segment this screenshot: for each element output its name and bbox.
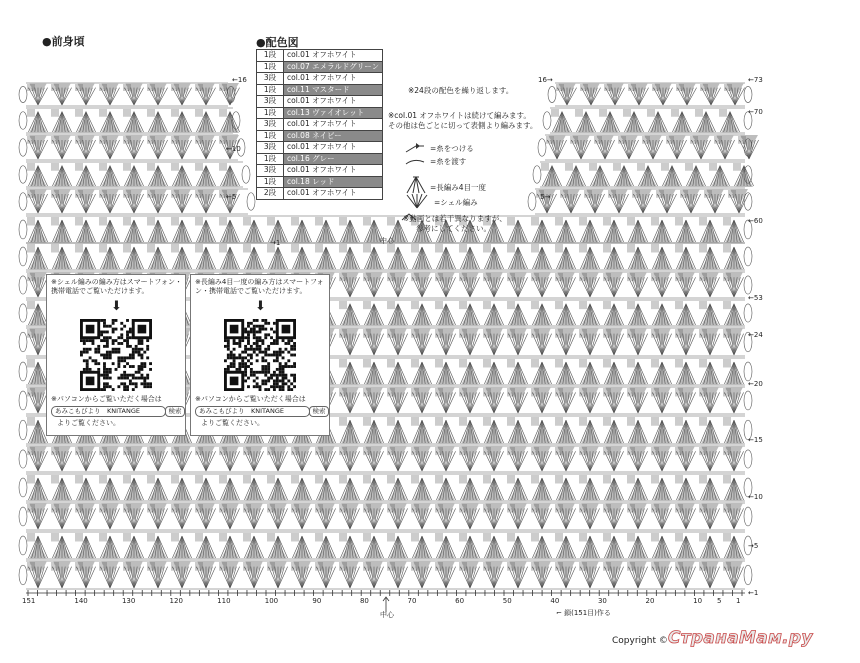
color-row <box>257 130 383 142</box>
color-row <box>257 84 383 96</box>
row-label-right: ←1 <box>748 589 759 597</box>
color-row-count: 3段 <box>257 165 284 177</box>
row-label-right: ←10 <box>748 493 763 501</box>
stitch-count-label: 40 <box>550 597 560 605</box>
color-row-count: 3段 <box>257 96 284 108</box>
color-row-name: col.01 オフホワイト <box>284 73 383 85</box>
color-row <box>257 96 383 108</box>
qr-box-text: ※長編み4目一度の編み方はスマートフォン・携帯電話でご覧いただけます。 <box>195 278 324 295</box>
note-video-2: 参考にしてください。 <box>416 224 491 233</box>
color-row-count: 1段 <box>257 107 284 119</box>
row-label-right: ←60 <box>748 217 763 225</box>
color-row <box>257 142 383 154</box>
row-label-left: ←16 <box>232 76 247 84</box>
row-label-left: ←5 <box>226 193 237 201</box>
search-button[interactable]: 検索 <box>309 406 329 417</box>
stitch-count-label: 5 <box>716 597 722 605</box>
color-row-name: col.11 マスタード <box>284 84 383 96</box>
color-row-name: col.01 オフホワイト <box>284 188 383 200</box>
row-label-right: ←73 <box>748 76 763 84</box>
color-row <box>257 119 383 131</box>
search-button[interactable]: 検索 <box>165 406 185 417</box>
color-row-name: col.01 オフホワイト <box>284 165 383 177</box>
row-label-left: →1 <box>270 239 281 247</box>
stitch-count-label: 130 <box>121 597 136 605</box>
search-field[interactable]: あみこもびより KNITANGE <box>51 406 166 417</box>
center-label-bottom: 中心 <box>380 611 394 619</box>
legend-attach: =糸をつける <box>430 144 474 153</box>
search-box <box>51 406 181 417</box>
stitch-count-label: 30 <box>597 597 607 605</box>
qr-box-dc4tog <box>190 274 330 436</box>
qr-code-icon[interactable] <box>224 319 296 391</box>
stitch-count-label: 110 <box>217 597 231 605</box>
watermark-logo: СтранаМам.ру <box>668 628 813 648</box>
color-row-name: col.07 エメラルドグリーン <box>284 61 383 73</box>
stitch-count-label: 120 <box>169 597 183 605</box>
arrow-down-icon: ⬇ <box>255 299 266 314</box>
color-row-name: col.01 オフホワイト <box>284 119 383 131</box>
qr-box-pc-text: ※パソコンからご覧いただく場合は <box>51 395 162 403</box>
color-row-name: col.01 オフホワイト <box>284 50 383 62</box>
color-row <box>257 50 383 62</box>
stitch-count-label: 140 <box>74 597 88 605</box>
stitch-count-label: 10 <box>693 597 703 605</box>
color-row-count: 3段 <box>257 142 284 154</box>
row-label-right: ←24 <box>748 331 763 339</box>
color-row-count: 2段 <box>257 188 284 200</box>
color-chart-title: ●配色図 <box>256 36 299 49</box>
legend-cut: =糸を渡す <box>430 157 467 166</box>
color-row <box>257 61 383 73</box>
qr-box-pc-text: ※パソコンからご覧いただく場合は <box>195 395 306 403</box>
stitch-count-label: 151 <box>22 597 36 605</box>
color-row-count: 1段 <box>257 153 284 165</box>
arrow-down-icon: ⬇ <box>111 299 122 314</box>
color-row <box>257 73 383 85</box>
shell-stitch-icon <box>404 192 430 210</box>
stitch-count-label: 1 <box>736 597 741 605</box>
stitch-count-label: 90 <box>312 597 322 605</box>
color-row <box>257 188 383 200</box>
row-label-left: ←10 <box>226 145 241 153</box>
row-label-right: 5→ <box>540 193 551 201</box>
color-row-count: 1段 <box>257 84 284 96</box>
search-box <box>195 406 325 417</box>
color-row-count: 1段 <box>257 50 284 62</box>
note-offwhite-2: その他は色ごとに切って表側より編みます。 <box>388 121 538 130</box>
pass-yarn-icon <box>404 156 428 168</box>
note-offwhite-1: ※col.01 オフホワイトは続けて編みます。 <box>388 111 531 120</box>
color-row <box>257 176 383 188</box>
center-label-top: 中心 <box>380 237 394 245</box>
row-label-right: ←15 <box>748 436 763 444</box>
copyright: Copyright © <box>612 636 668 646</box>
color-row <box>257 165 383 177</box>
color-row-count: 1段 <box>257 176 284 188</box>
color-row-name: col.01 オフホワイト <box>284 96 383 108</box>
search-field[interactable]: あみこもびより KNITANGE <box>195 406 310 417</box>
row-label-right: ←53 <box>748 294 763 302</box>
qr-box-text: ※シェル編みの編み方はスマートフォン・携帯電話でご覧いただけます。 <box>51 278 183 295</box>
qr-box-shell <box>46 274 186 436</box>
note-repeat: ※24段の配色を繰り返します。 <box>408 86 514 95</box>
row-label-right: 16→ <box>538 76 553 84</box>
color-row-name: col.13 ヴァイオレット <box>284 107 383 119</box>
stitch-count-label: 20 <box>645 597 655 605</box>
color-row-name: col.18 レッド <box>284 176 383 188</box>
color-row <box>257 153 383 165</box>
color-row-count: 3段 <box>257 73 284 85</box>
stitch-count-label: 70 <box>407 597 417 605</box>
color-row-name: col.16 グレー <box>284 153 383 165</box>
stitch-count-label: 80 <box>359 597 369 605</box>
color-row <box>257 107 383 119</box>
chain-label: ⌐ 鎖(151目)作る <box>556 609 611 617</box>
note-video-1: ※動画とは若干異なりますが、 <box>403 214 507 223</box>
row-label-right: ←70 <box>748 108 763 116</box>
qr-code-icon[interactable] <box>80 319 152 391</box>
attach-yarn-icon <box>404 142 428 156</box>
section-title: ●前身頃 <box>42 35 85 48</box>
color-row-name: col.01 オフホワイト <box>284 142 383 154</box>
color-row-name: col.08 ネイビー <box>284 130 383 142</box>
legend-dc4tog: =長編み4目一度 <box>430 183 487 192</box>
color-row-count: 3段 <box>257 119 284 131</box>
qr-box-tail: よりご覧ください。 <box>57 419 120 427</box>
color-chart-table <box>256 49 383 200</box>
stitch-count-label: 60 <box>455 597 465 605</box>
row-label-right: ←20 <box>748 380 763 388</box>
row-label-right: →5 <box>748 542 759 550</box>
stitch-count-label: 100 <box>264 597 279 605</box>
color-row-count: 1段 <box>257 130 284 142</box>
color-row-count: 1段 <box>257 61 284 73</box>
qr-box-tail: よりご覧ください。 <box>201 419 264 427</box>
legend-shell: =シェル編み <box>434 198 478 207</box>
stitch-count-label: 50 <box>502 597 512 605</box>
